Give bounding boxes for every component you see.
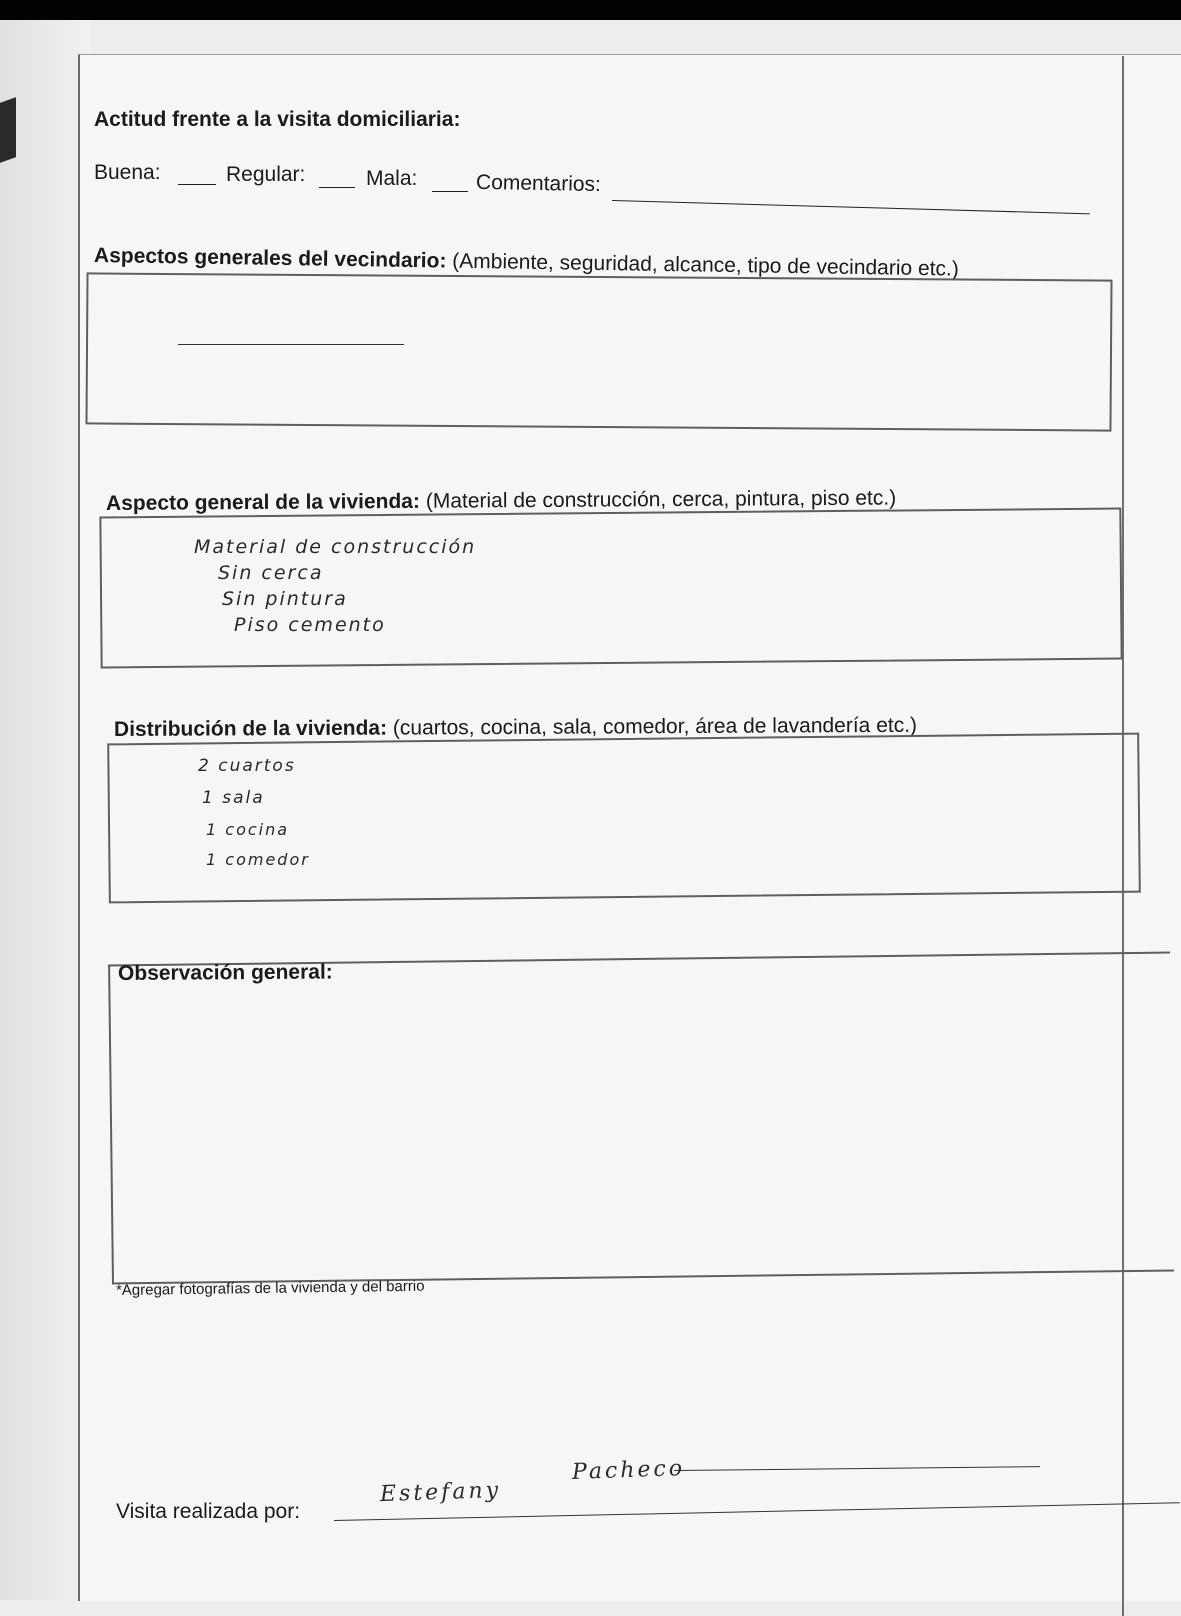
housing-note-3: Sin pintura xyxy=(222,588,348,610)
regular-label: Regular: xyxy=(226,163,306,186)
distribution-note-2: 1 sala xyxy=(202,788,265,808)
attitude-heading: Actitud frente a la visita domiciliaria: xyxy=(94,108,461,131)
neighborhood-scribble-line xyxy=(178,344,404,345)
observation-heading: Observación general: xyxy=(117,960,333,985)
distribution-note-3: 1 cocina xyxy=(206,820,290,839)
housing-hint: (Material de construcción, cerca, pintura, piso etc.) xyxy=(425,486,897,513)
neighborhood-hint: (Ambiente, seguridad, alcance, tipo de vecindario etc.) xyxy=(452,249,960,281)
comments-label: Comentarios: xyxy=(475,170,602,197)
visit-signature-first: Estefany xyxy=(379,1477,502,1508)
distribution-note-1: 2 cuartos xyxy=(198,756,296,776)
housing-heading-text: Aspecto general de la vivienda: xyxy=(105,489,421,515)
bad-label: Mala: xyxy=(366,167,418,190)
visit-label: Visita realizada por: xyxy=(116,1500,301,1523)
observation-box[interactable] xyxy=(108,952,1174,1285)
visit-signature-last: Pacheco xyxy=(571,1456,686,1485)
top-bar xyxy=(0,0,1181,20)
housing-note-4: Piso cemento xyxy=(234,614,386,636)
good-label: Buena: xyxy=(94,161,161,184)
photo-note: *Agregar fotografías de la vivienda y del barrio xyxy=(115,1277,425,1299)
background-edge xyxy=(0,20,90,1600)
neighborhood-box[interactable] xyxy=(85,272,1112,431)
distribution-hint: (cuartos, cocina, sala, comedor, área de lavandería etc.) xyxy=(392,713,918,740)
housing-note-2: Sin cerca xyxy=(218,562,324,584)
distribution-heading-text: Distribución de la vivienda: xyxy=(113,716,388,741)
housing-note-1: Material de construcción xyxy=(194,536,477,558)
regular-blank[interactable] xyxy=(319,187,355,188)
neighborhood-heading-text: Aspectos generales del vecindario: xyxy=(93,244,447,273)
distribution-note-4: 1 comedor xyxy=(206,850,310,869)
good-blank[interactable] xyxy=(178,184,216,185)
dark-corner xyxy=(0,97,16,163)
bad-blank[interactable] xyxy=(432,191,468,192)
